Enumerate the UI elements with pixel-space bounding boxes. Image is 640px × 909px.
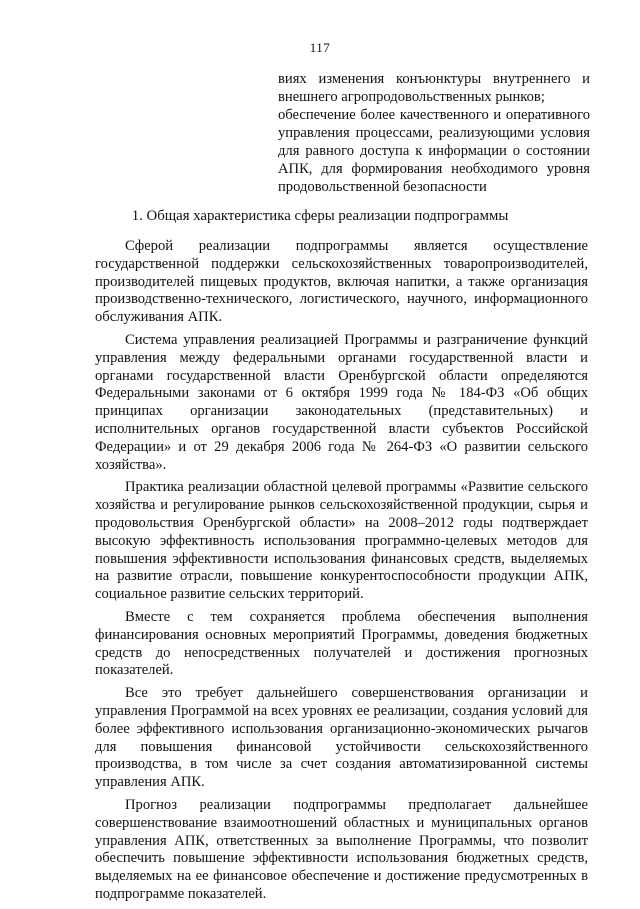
continuation-paragraph: виях изменения конъюнктуры внутреннего и внешнего агропродовольственных рынков; <box>278 71 590 105</box>
body-paragraph: Все это требует дальнейшего совершенствования организации и управления Программой на всех уровнях ее реализации, создания условий для более эффективного использования организационно-экономических рычагов для повышения финансовой устойчивости сельскохозяйственного производства, в том числе за счет создания автоматизированной системы управления АПК. <box>95 685 588 791</box>
body-paragraph: Сферой реализации подпрограммы является осуществление государственной поддержки сельскохозяйственных товаропроизводителей, производителей пищевых продуктов, включая напитки, а также организация производственно-технического, логистического, научного, информационного обслуживания АПК. <box>95 238 588 326</box>
section-heading: 1. Общая характеристика сферы реализации подпрограммы <box>131 208 509 224</box>
continuation-paragraph: обеспечение более качественного и оперативного управления процессами, реализующими условия для равного доступа к информации о состоянии АПК, для формирования необходимого уровня продовольственной безопасности <box>278 107 590 195</box>
body-paragraph: Прогноз реализации подпрограммы предполагает дальнейшее совершенствование взаимоотношений областных и муниципальных органов управления АПК, ответственных за выполнение Программы, что позволит обеспечить повышение эффективности использования бюджетных средств, выделяемых на ее финансовое обеспечение и достижение предусмотренных в подпрограмме показателей. <box>95 796 588 902</box>
body-paragraph: Практика реализации областной целевой программы «Развитие сельского хозяйства и регулирование рынков сельскохозяйственной продукции, сырья и продовольствия Оренбургской области» на 2008–2012 годы подтверждает высокую эффективность использования программно-целевых методов для повышения эффективности использования финансовых средств, выделяемых на развитие отрасли, повышение конкурентоспособности продукции АПК, социальное развитие сельских территорий. <box>95 479 588 603</box>
body-paragraph: Система управления реализацией Программы и разграничение функций управления между федеральными органами государственной власти и органами государственной власти Оренбургской области определяются Федеральными законами от 6 октября 1999 года № 184-ФЗ «Об общих принципах организации законодательных (представительных) и исполнительных органов государственной власти субъектов Российской Федерации» и от 29 декабря 2006 года № 264-ФЗ «О развитии сельского хозяйства». <box>95 331 588 473</box>
page-number: 117 <box>309 40 331 55</box>
section-body <box>95 238 588 909</box>
body-paragraph: Вместе с тем сохраняется проблема обеспечения выполнения финансирования основных мероприятий Программы, доведения бюджетных средств до непосредственных получателей и достижения прогнозных показателей. <box>95 608 588 679</box>
continuation-block <box>278 70 590 196</box>
